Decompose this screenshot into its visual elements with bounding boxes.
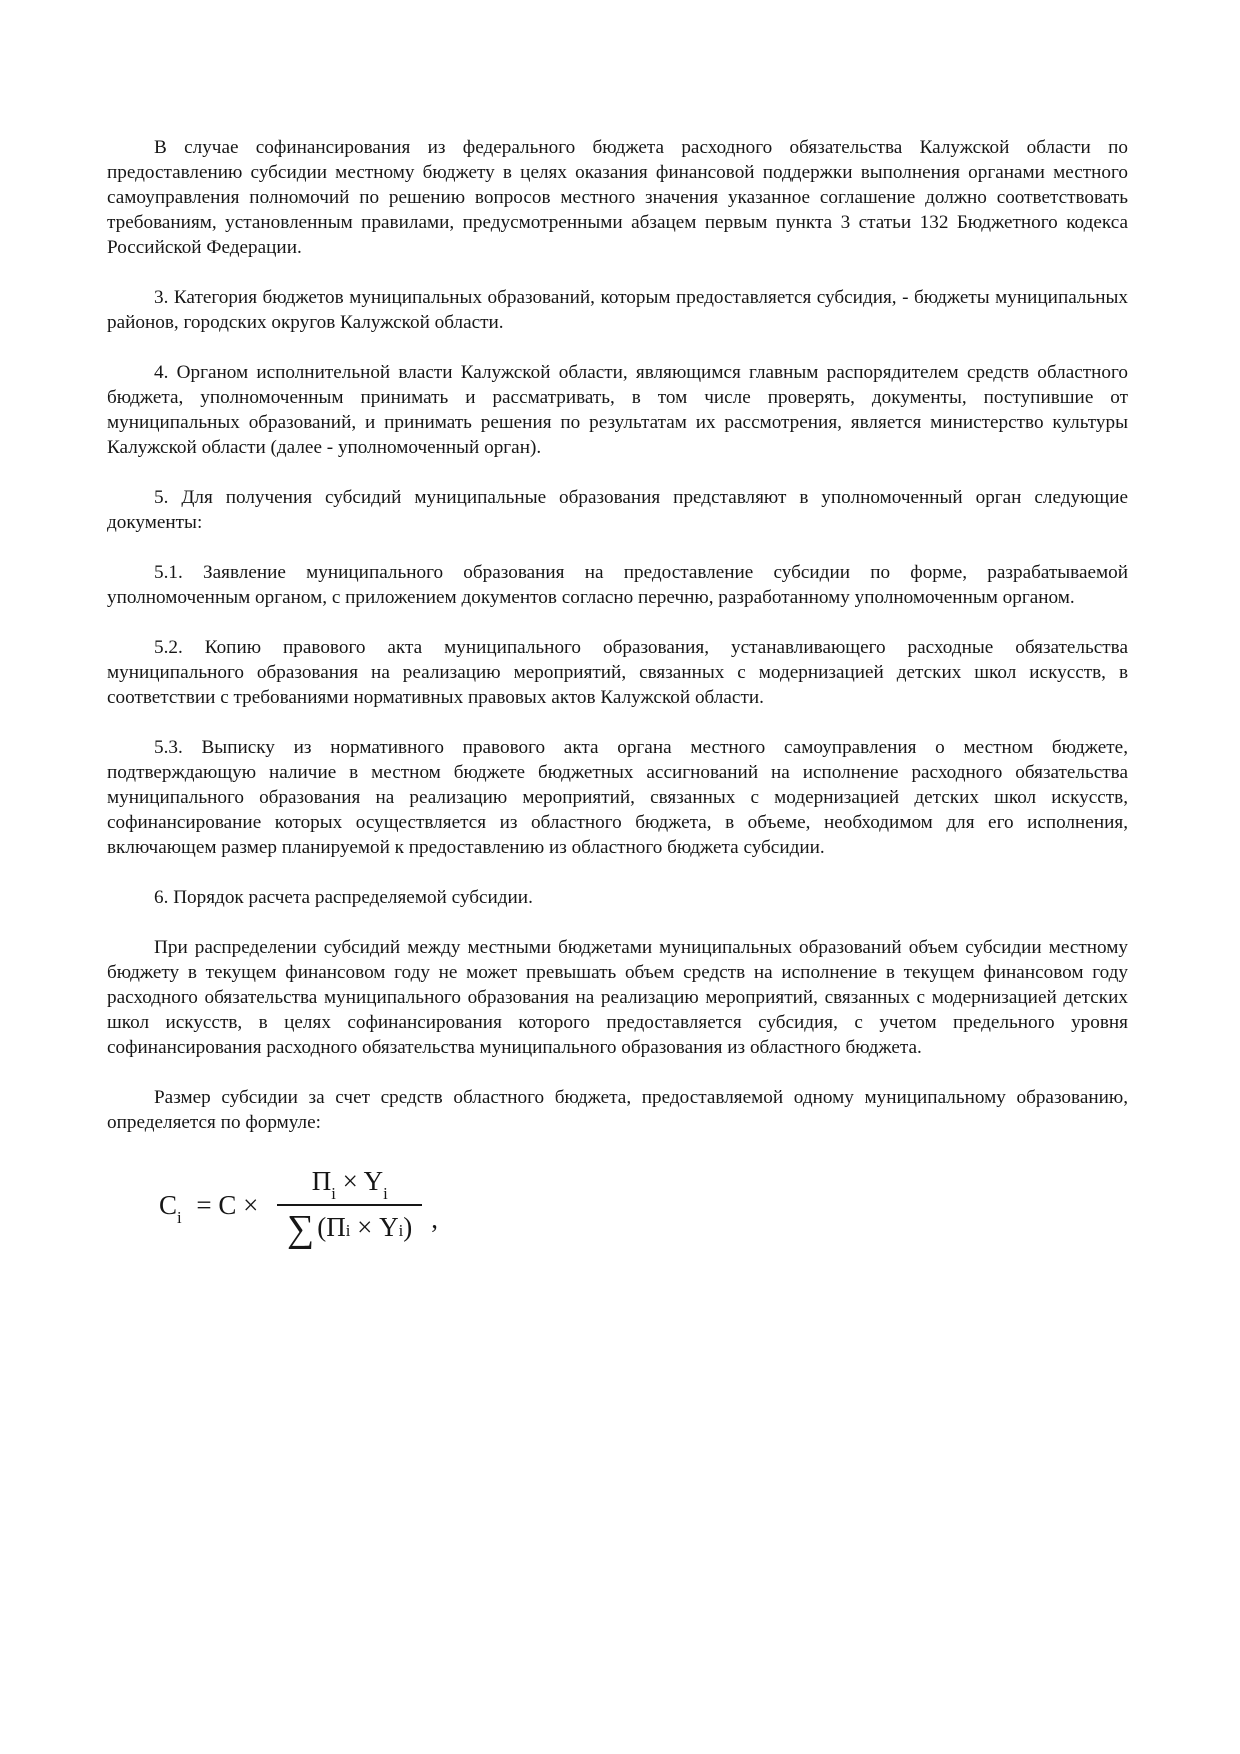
sum-icon: ∑ xyxy=(287,1207,315,1250)
numerator-p-subscript: i xyxy=(331,1184,336,1204)
formula-lhs xyxy=(159,1189,182,1228)
formula-equals-coefficient: = C × xyxy=(189,1189,266,1220)
paragraph-4-executive-authority: 4. Органом исполнительной власти Калужской области, являющимся главным распорядителем средств областного бюджета, уполномоченным принимать и рассматривать, в том числе проверять, документы, поступившие от муниципальных образований, и принимать решения по результатам их рассмотрения, является министерство культуры Калужской области (далее - уполномоченный орган). xyxy=(107,362,1128,458)
numerator-p: П xyxy=(311,1166,332,1196)
numerator-y: Y xyxy=(363,1166,384,1196)
formula-lhs-base: C xyxy=(159,1189,178,1220)
paragraph-6-calculation-order: 6. Порядок расчета распределяемой субсидии. xyxy=(154,887,533,908)
denominator-close-paren: ) xyxy=(403,1211,413,1242)
denominator-p: П xyxy=(326,1211,346,1242)
formula-fraction xyxy=(277,1166,422,1250)
paragraph-5-documents-intro: 5. Для получения субсидий муниципальные образования представляют в уполномоченный орган следующие документы: xyxy=(107,487,1128,533)
denominator-y: Y xyxy=(379,1211,399,1242)
numerator-times: × xyxy=(335,1166,364,1196)
paragraph-3-budget-category: 3. Категория бюджетов муниципальных образований, которым предоставляется субсидия, - бюджеты муниципальных районов, городских округов Калужской области. xyxy=(107,287,1128,333)
subsidy-formula xyxy=(159,1166,1128,1250)
formula-trailing-comma: , xyxy=(431,1203,439,1234)
paragraph-5-1-application: 5.1. Заявление муниципального образования на предоставление субсидии по форме, разрабатываемой уполномоченным органом, с приложением документов согласно перечню, разработанному уполномоченным органом. xyxy=(107,562,1128,608)
denominator-times: × xyxy=(350,1211,380,1242)
paragraph-cofinancing-federal-budget: В случае софинансирования из федерального бюджета расходного обязательства Калужской области по предоставлению субсидии местному бюджету в целях оказания финансовой поддержки выполнения органами местного самоуправления полномочий по решению вопросов местного значения указанное соглашение должно соответствовать требованиям, установленным правилами, предусмотренными абзацем первым пункта 3 статьи 132 Бюджетного кодекса Российской Федерации. xyxy=(107,137,1128,258)
formula-denominator: ∑ ( П $_i$ × Y $_i$ ) xyxy=(277,1204,422,1244)
denominator-open-paren: ( xyxy=(317,1211,327,1242)
paragraph-subsidy-size-intro: Размер субсидии за счет средств областного бюджета, предоставляемой одному муниципальному образованию, определяется по формуле: xyxy=(107,1087,1128,1133)
paragraph-distribution-rule: При распределении субсидий между местными бюджетами муниципальных образований объем субсидии местному бюджету в текущем финансовом году не может превышать объем средств на исполнение в текущем финансовом году расходного обязательства муниципального образования на реализацию мероприятий, связанных с модернизацией детских школ искусств, в целях софинансирования которого предоставляется субсидия, с учетом предельного уровня софинансирования расходного обязательства муниципального образования из областного бюджета. xyxy=(107,937,1128,1058)
numerator-y-subscript: i xyxy=(383,1184,388,1204)
formula-numerator xyxy=(296,1167,404,1204)
paragraph-5-2-legal-act-copy: 5.2. Копию правового акта муниципального образования, устанавливающего расходные обязательства муниципального образования на реализацию мероприятий, связанных с модернизацией детских школ искусств, в соответствии с требованиями нормативных правовых актов Калужской области. xyxy=(107,637,1128,708)
formula-lhs-subscript: i xyxy=(177,1208,182,1228)
paragraph-5-3-budget-extract: 5.3. Выписку из нормативного правового акта органа местного самоуправления о местном бюджете, подтверждающую наличие в местном бюджете бюджетных ассигнований на исполнение расходного обязательства муниципального образования на реализацию мероприятий, связанных с модернизацией детских школ искусств, софинансирование которых осуществляется из областного бюджета, в объеме, необходимом для его исполнения, включающем размер планируемой к предоставлению из областного бюджета субсидии. xyxy=(107,737,1128,858)
